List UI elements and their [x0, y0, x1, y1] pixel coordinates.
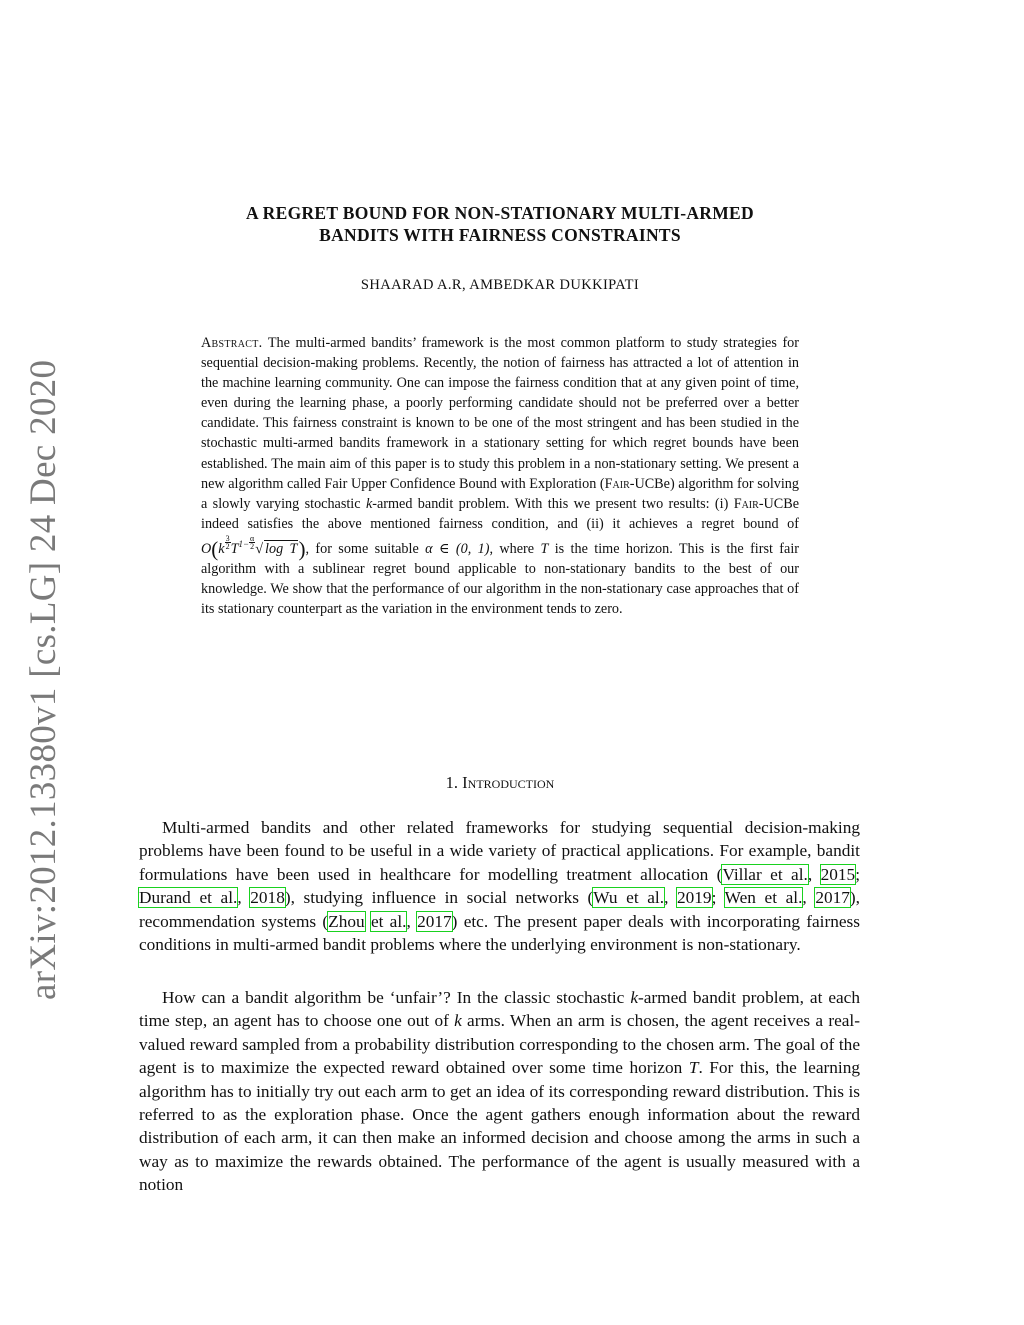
abstract-label: Abstract.: [201, 335, 263, 351]
abstract-text-4: -UCBe indeed satisfies the above mentioned fairness condition, and (ii) it achieves a regret bound of: [201, 495, 800, 532]
abstract-text-2: ) algorithm for solving a slowly varying stochastic: [201, 475, 799, 512]
intro-paragraph-2: How can a bandit algorithm be ‘unfair’? In the classic stochastic k-armed bandit problem, at each time step, an agent has to choose one out of k arms. When an arm is chosen, the agent receives a real-valued reward sampled from a probability distribution corresponding to the chosen arm. The goal of the agent is to maximize the expected reward obtained over some time horizon T. For this, the learning algorithm has to initially try out each arm to get an idea of its corresponding reward distribution. This is referred to as the exploration phase. Once the agent gathers enough information about the reward distribution of each arm, it can then make an informed decision and choose among the arms in such a way as to maximize the rewards obtained. The performance of the agent is usually measured with a notion: [139, 988, 860, 1195]
citation-link[interactable]: Zhou: [328, 911, 365, 931]
section-title: Introduction: [462, 773, 555, 792]
algorithm-name-sc: Fair: [604, 475, 630, 492]
abstract-text-1: The multi-armed bandits’ framework is the most common platform to study strategies for sequential decision-making problems. Recently, the notion of fairness has attracted a lot of attention in the machine learning community. One can impose the fairness condition that at any given point of time, even during the learning phase, a poorly performing candidate should not be preferred over a better candidate. This fairness constraint is known to be one of the most stringent and has been studied in the stochastic multi-armed bandits framework in a stationary setting for which regret bounds have been established. The main aim of this paper is to study this problem in a non-stationary setting. We present a new algorithm called Fair Upper Confidence Bound with Exploration (: [201, 335, 799, 492]
regret-bound-formula: O(k $\frac{3}{2}$ $T^{1-}$ $\frac{\alpha}{2}$ √ log T): [201, 533, 306, 561]
math-k: k: [454, 1011, 462, 1031]
authors: SHAARAD A.R, AMBEDKAR DUKKIPATI: [360, 277, 640, 293]
citation-link[interactable]: 2017: [815, 888, 850, 908]
paper-title: [140, 202, 860, 246]
arxiv-identifier: arXiv:2012.13380v1 [cs.LG] 24 Dec 2020: [23, 359, 64, 1000]
citation-link[interactable]: Durand et al.: [139, 888, 238, 908]
citation-link[interactable]: 2018: [250, 888, 285, 908]
citation-link[interactable]: 2019: [677, 888, 712, 908]
section-number: 1.: [445, 773, 463, 792]
section-heading-introduction: [140, 773, 860, 793]
abstract-text-3: -armed bandit problem. With this we present two results: (i): [372, 495, 734, 512]
citation-link[interactable]: Villar et al.: [722, 864, 808, 884]
abstract-text-7: is the time horizon. This is the first fair algorithm with a sublinear regret bound applicable to non-stationary bandits to the best of our knowledge. We show that the performance of our algorithm in the non-stationary case approaches that of its stationary counterpart as the variation in the environment tends to zero.: [201, 540, 799, 618]
algorithm-name-suffix: -UCBe: [629, 475, 670, 492]
math-T: T: [688, 1058, 699, 1078]
algorithm-name-sc-2: Fair: [733, 495, 759, 512]
citation-link[interactable]: Wu et al.: [593, 888, 665, 908]
citation-link[interactable]: Wen et al.: [724, 888, 803, 908]
citation-link[interactable]: 2017: [417, 911, 452, 931]
citation-link[interactable]: et al.: [370, 911, 407, 931]
title-line-1: A REGRET BOUND FOR NON-STATIONARY MULTI-ARMED: [246, 203, 754, 223]
title-line-2: BANDITS WITH FAIRNESS CONSTRAINTS: [319, 225, 681, 245]
math-alpha-domain: α ∈ (0, 1): [425, 540, 490, 557]
math-k: k: [630, 988, 638, 1007]
abstract-text-5: , for some suitable: [305, 540, 426, 557]
math-k: k: [365, 495, 373, 512]
abstract: [201, 333, 799, 619]
math-T: T: [540, 540, 549, 557]
citation-link[interactable]: 2015: [820, 864, 856, 884]
abstract-text-6: , where: [489, 540, 541, 557]
intro-paragraph-1: Multi-armed bandits and other related frameworks for studying sequential decision-making problems have been found to be useful in a wide variety of practical applications. For example, bandit formulations have been used in healthcare for modelling treatment allocation (Villar et al., 2015; Durand et al., 2018), studying influence in social networks (Wu et al., 2019; Wen et al., 2017), recommendation systems (Zhou et al., 2017) etc. The present paper deals with incorporating fairness conditions in multi-armed bandit problems where the underlying environment is non-stationary.: [139, 818, 860, 955]
